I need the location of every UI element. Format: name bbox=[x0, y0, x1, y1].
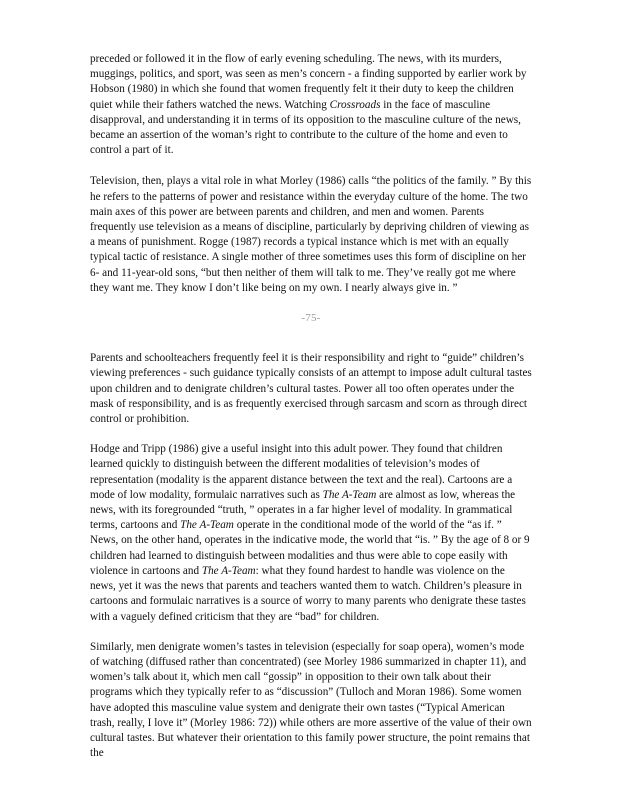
italic-title: The A-Team bbox=[180, 519, 234, 532]
text-segment: Television, then, plays a vital role in what Morley (1986) calls “the politics of the family. ” By this he refers to the patterns of power and resistance within the everyday culture of the home. The two main axes of this power are between parents and children, and men and women. Parents frequently use television as a means of discipline, particularly by depriving children of viewing as a means of punishment. Rogge (1987) records a typical instance which is met with an equally typical tactic of resistance. A single mother of three sometimes uses this form of discipline on her 6- and 11-year-old sons, “but then neither of them will talk to me. They’ve really got me where they want me. They know I don’t like being on my own. I nearly always give in. ” bbox=[90, 175, 532, 294]
text-segment: in the face of masculine disapproval, and understanding it in terms of its opposition to the masculine culture of the news, became an assertion of the woman’s right to contribute to the culture of the home and even to control a part of it. bbox=[90, 98, 521, 157]
paragraph-parents-teachers bbox=[90, 351, 532, 427]
text-segment: Similarly, men denigrate women’s tastes in television (especially for soap opera), women’s mode of watching (diffused rather than concentrated) (see Morley 1986 summarized in chapter 11), and women’s talk about it, which men call “gossip” in opposition to their own talk about their programs which they typically refer to as “discussion” (Tulloch and Moran 1986). Some women have adopted this masculine value system and denigrate their own tastes (“Typical American trash, really, I love it” (Morley 1986: 72)) while others are more assertive of the value of their own cultural tastes. But whatever their orientation to this family power structure, the point remains that the bbox=[90, 640, 532, 760]
italic-title: Crossroads bbox=[329, 98, 381, 111]
text-segment: Hodge and Tripp (1986) give a useful insight into this adult power. They found that children learned quickly to distinguish between the different modalities of television’s modes of representation (modality is the apparent distance between the text and the real). Cartoons are a mode of low modality, formulaic narratives such as bbox=[90, 443, 513, 501]
text-segment: are almost as low, whereas the news, with its foregrounded “truth, ” operates in a far higher level of modality. In grammatical terms, cartoons and bbox=[90, 488, 516, 532]
text-segment: : what they found hardest to handle was violence on the news, yet it was the news that parents and teachers wanted them to watch. Children’s pleasure in cartoons and formulaic narratives is a source of worry to many parents who denigrate these tastes with a vaguely defined criticism that they are “bad” for children. bbox=[90, 564, 526, 623]
paragraph-politics-of-family bbox=[90, 174, 532, 296]
paragraph-women-tastes bbox=[90, 640, 532, 762]
italic-title: The A-Team bbox=[322, 488, 377, 501]
paragraph-politics-news bbox=[90, 52, 532, 158]
text-segment: preceded or followed it in the flow of early evening scheduling. The news, with its murders, muggings, politics, and sport, was seen as men’s concern - a finding supported by earlier work by Hobson (1980) in which she found that women frequently felt it their duty to keep the children quiet while their fathers watched the news. Watching bbox=[90, 53, 527, 111]
text-segment: operate in the conditional mode of the world of the “as if. ” News, on the other hand, operates in the indicative mode, the world that “is. ” By the age of 8 or 9 children had learned to distinguish between modalities and thus were able to cope easily with violence in cartoons and bbox=[90, 519, 530, 577]
page-number: -75- bbox=[301, 312, 321, 325]
document-page bbox=[90, 52, 532, 776]
italic-title: The A-Team bbox=[201, 564, 256, 577]
text-segment: Parents and schoolteachers frequently feel it is their responsibility and right to “guide” children’s viewing preferences - such guidance typically consists of an attempt to impose adult cultural tastes upon children and to denigrate children’s cultural tastes. Power all too often operates under the mask of responsibility, and is as frequently exercised through sarcasm and scorn as through direct control or prohibition. bbox=[90, 352, 532, 426]
paragraph-hodge-tripp bbox=[90, 442, 532, 624]
